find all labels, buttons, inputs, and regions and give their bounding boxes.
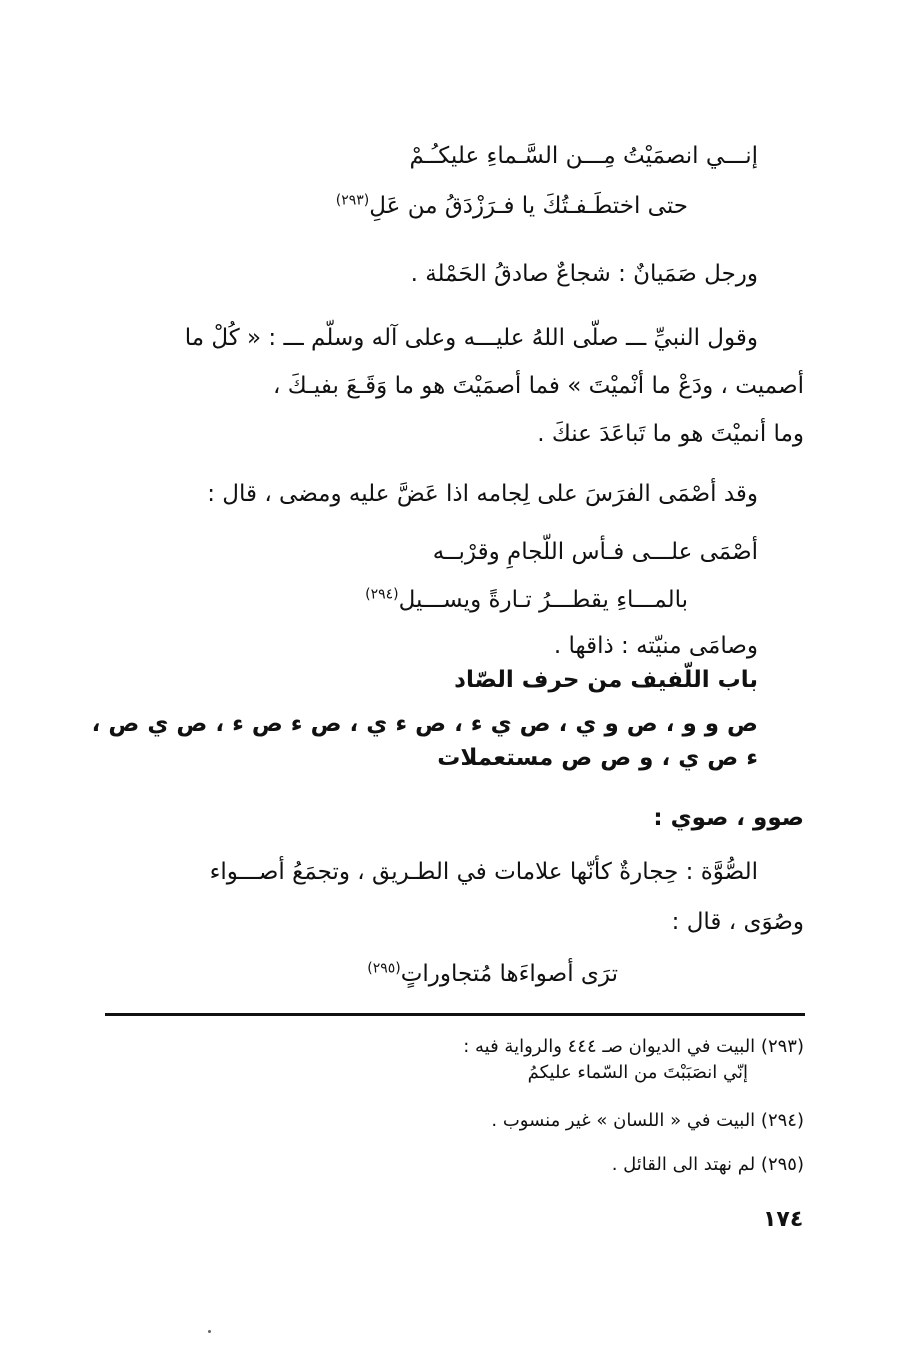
- scan-speck: [208, 1330, 211, 1333]
- hadith-line2: أصميت ، ودَعْ ما أنْميْتَ » فما أصمَيْتَ هو ما وَقَـعَ بفيـكَ ،: [273, 373, 804, 399]
- paragraph-rajul: ورجل صَمَيانٌ : شجاعٌ صادقُ الحَمْلة .: [410, 261, 758, 287]
- combos-line2: ء ص ي ، و ص ص مستعملات: [437, 745, 758, 771]
- footnote-293-quote: إنّي انصَبَبْتَ من السّماء عليكمُ: [527, 1062, 748, 1083]
- verse3-line: [367, 958, 618, 990]
- hadith-line1: وقول النبيِّ ـــ صلّى اللهُ عليـــه وعلى آله وسلّم ـــ : « كُلْ ما: [184, 325, 758, 351]
- footnote-293: [463, 1034, 804, 1060]
- definition-line1: الصُّوَّة : حِجارةٌ كأنّها علامات في الطـريق ، وتجمَعُ أصـــواء: [209, 859, 758, 885]
- hadith-line3: وما أنميْتَ هو ما تَباعَدَ عنكَ .: [537, 421, 804, 447]
- definition-line2: وصُوَى ، قال :: [671, 909, 804, 935]
- verse1-line1: إنـــي انصمَيْتُ مِـــن السَّـماءِ عليكـُـمْ: [409, 143, 758, 169]
- verse2-line2-text: بالمـــاءِ يقطـــرُ تـارةً ويســـيل: [398, 587, 688, 613]
- verse1-line2-text: حتى اختطَـفـتُكَ يا فـرَزْدَقُ من عَلِ: [369, 193, 688, 219]
- verse3-text: ترَى أصواءَها مُتجاوراتٍ: [400, 961, 618, 987]
- footnote-293-text: البيت في الديوان صـ ٤٤٤ والرواية فيه :: [463, 1036, 756, 1057]
- paragraph-samiya: وصامَى منيّته : ذاقها .: [553, 633, 758, 659]
- footnote-294-text: البيت في « اللسان » غير منسوب .: [491, 1110, 756, 1131]
- paragraph-asma: وقد أصْمَى الفرَسَ على لِجامه اذا عَضَّ عليه ومضى ، قال :: [207, 481, 758, 507]
- footnote-293-num: (٢٩٣): [760, 1036, 804, 1057]
- page-number: ١٧٤: [763, 1207, 804, 1232]
- footnote-295: [612, 1152, 804, 1178]
- footnote-294: [491, 1108, 804, 1134]
- verse1-line2: [336, 190, 688, 222]
- verse2-line1: أصْمَى علـــى فـأس اللّجامِ وقرْبــه: [432, 539, 758, 565]
- verse2-line2: [365, 584, 688, 616]
- entry-heading: صوو ، صوي :: [653, 805, 804, 831]
- footnote-295-num: (٢٩٥): [760, 1154, 804, 1175]
- footnote-ref-294: (٢٩٤): [365, 586, 399, 603]
- footnote-294-num: (٢٩٤): [760, 1110, 804, 1131]
- footnote-ref-295: (٢٩٥): [367, 960, 401, 977]
- footnote-295-text: لم نهتد الى القائل .: [611, 1154, 756, 1175]
- combos-line1: ص و و ، ص و ي ، ص ي ء ، ص ء ي ، ص ء ص ء ، ص ي ص ،: [91, 711, 758, 737]
- section-title: باب اللّفيف من حرف الصّاد: [454, 667, 758, 693]
- footnote-divider: [105, 1013, 805, 1016]
- footnote-ref-293: (٢٩٣): [335, 192, 370, 209]
